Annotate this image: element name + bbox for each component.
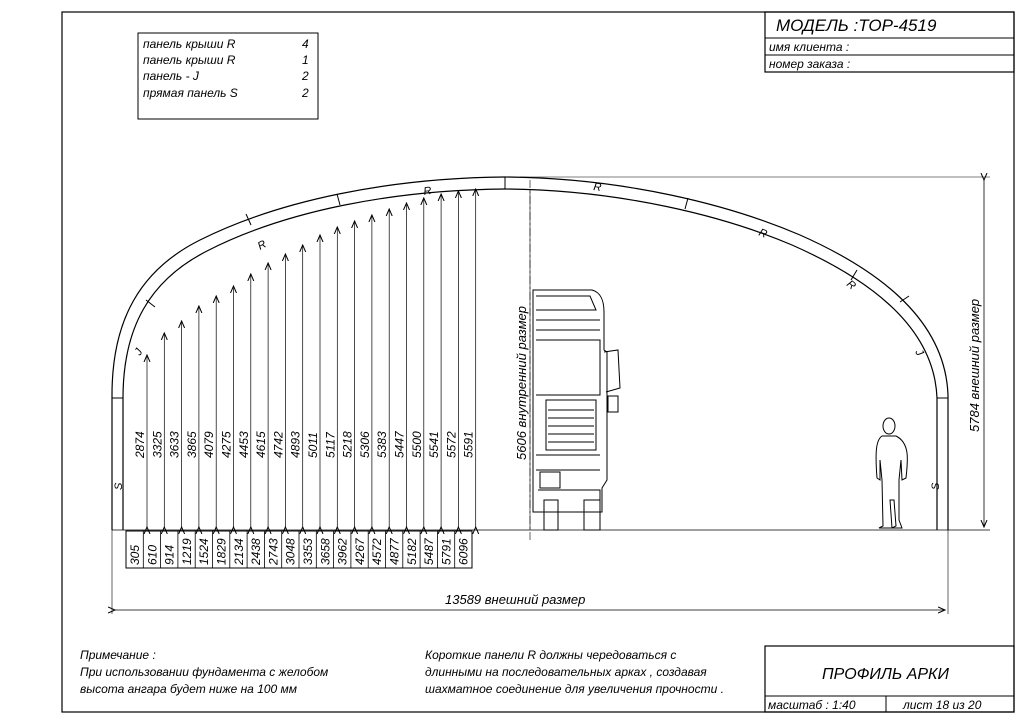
height-value: 3633 — [167, 431, 182, 458]
note-line: высота ангара будет ниже на 100 мм — [80, 682, 298, 696]
part-name: панель крыши R — [143, 37, 236, 51]
height-value: 4742 — [271, 431, 286, 458]
offset-value: 6096 — [456, 538, 471, 565]
height-value: 4453 — [236, 431, 251, 458]
inner-height-label: 5606 внутренний размер — [514, 306, 529, 460]
height-value: 4079 — [202, 431, 217, 458]
note-line: длинными на последовательных арках , создавая — [425, 665, 707, 679]
height-value: 2874 — [133, 431, 147, 458]
part-name: панель крыши R — [143, 53, 236, 67]
height-value: 4275 — [219, 431, 234, 458]
height-dimensions — [133, 189, 476, 527]
drawing-title-block — [765, 646, 1014, 712]
scale-label: масштаб : 1:40 — [768, 698, 856, 712]
parts-table — [138, 33, 318, 119]
part-qty: 4 — [302, 37, 309, 51]
note-line: шахматное соединение для увеличения прочности . — [425, 682, 724, 696]
order-label: номер заказа : — [769, 57, 851, 71]
offset-value: 2134 — [231, 538, 246, 565]
part-name: прямая панель S — [143, 86, 238, 100]
height-value: 5011 — [306, 432, 320, 458]
truck-illustration — [533, 290, 620, 530]
part-qty: 2 — [302, 86, 309, 100]
part-name: панель - J — [143, 69, 199, 83]
panel-label-j: J — [912, 347, 926, 359]
client-label: имя клиента : — [769, 40, 850, 54]
offset-value: 1524 — [197, 538, 212, 565]
height-value: 4615 — [254, 431, 269, 458]
panel-label-r: R — [592, 181, 603, 195]
panel-label-s: S — [113, 482, 125, 490]
note-line: При использовании фундамента с желобом — [80, 665, 329, 679]
offset-value: 3048 — [283, 538, 298, 565]
note-block — [80, 648, 328, 696]
outer-width-label: 13589 внешний размер — [445, 592, 586, 607]
model-name: МОДЕЛЬ :TOP-4519 — [776, 16, 937, 35]
offset-value: 5791 — [439, 538, 454, 565]
panel-label-r: R — [255, 238, 269, 253]
part-qty: 1 — [302, 53, 309, 67]
panel-label-r: R — [756, 226, 769, 241]
height-value: 5447 — [392, 431, 407, 458]
person-silhouette — [876, 418, 907, 528]
offset-table — [126, 531, 472, 568]
offset-value: 1829 — [214, 538, 229, 565]
offset-value: 2438 — [249, 538, 264, 565]
panel-label-j: J — [132, 346, 146, 358]
offset-value: 305 — [128, 544, 142, 565]
drawing-title: ПРОФИЛЬ АРКИ — [822, 666, 949, 683]
outer-height-label: 5784 внешний размер — [967, 298, 982, 432]
height-value: 5117 — [323, 432, 338, 458]
offset-value: 5182 — [404, 538, 419, 565]
offset-value: 4877 — [387, 538, 402, 565]
height-value: 5541 — [427, 431, 442, 458]
offset-value: 4267 — [352, 538, 367, 565]
height-value: 5572 — [444, 431, 459, 458]
panel-label-r: R — [844, 278, 858, 293]
height-value: 5218 — [340, 431, 355, 458]
note-heading: Примечание : — [80, 648, 156, 662]
height-value: 5500 — [409, 431, 424, 458]
offset-value: 5487 — [422, 538, 437, 565]
part-qty: 2 — [302, 69, 309, 83]
height-value: 3325 — [150, 431, 165, 458]
offset-value: 4572 — [370, 538, 385, 565]
panel-label-s: S — [930, 482, 942, 490]
sheet-number: лист 18 из 20 — [903, 698, 982, 712]
offset-value: 2743 — [266, 538, 281, 565]
height-value: 4893 — [288, 431, 303, 458]
offset-value: 610 — [145, 544, 160, 565]
panel-note-block — [425, 648, 724, 696]
offset-value: 3353 — [301, 538, 315, 565]
height-value: 5306 — [357, 431, 372, 458]
drawing-frame — [62, 12, 1014, 712]
offset-value: 1219 — [179, 538, 194, 565]
offset-value: 3658 — [318, 538, 333, 565]
height-value: 3865 — [184, 431, 199, 458]
panel-label-r: R — [422, 184, 433, 198]
height-value: 5383 — [375, 431, 390, 458]
height-value: 5591 — [461, 431, 476, 458]
offset-value: 914 — [162, 544, 177, 565]
title-block — [765, 12, 1014, 72]
offset-value: 3962 — [335, 538, 350, 565]
note-line: Короткие панели R должны чередоваться с — [425, 648, 677, 662]
